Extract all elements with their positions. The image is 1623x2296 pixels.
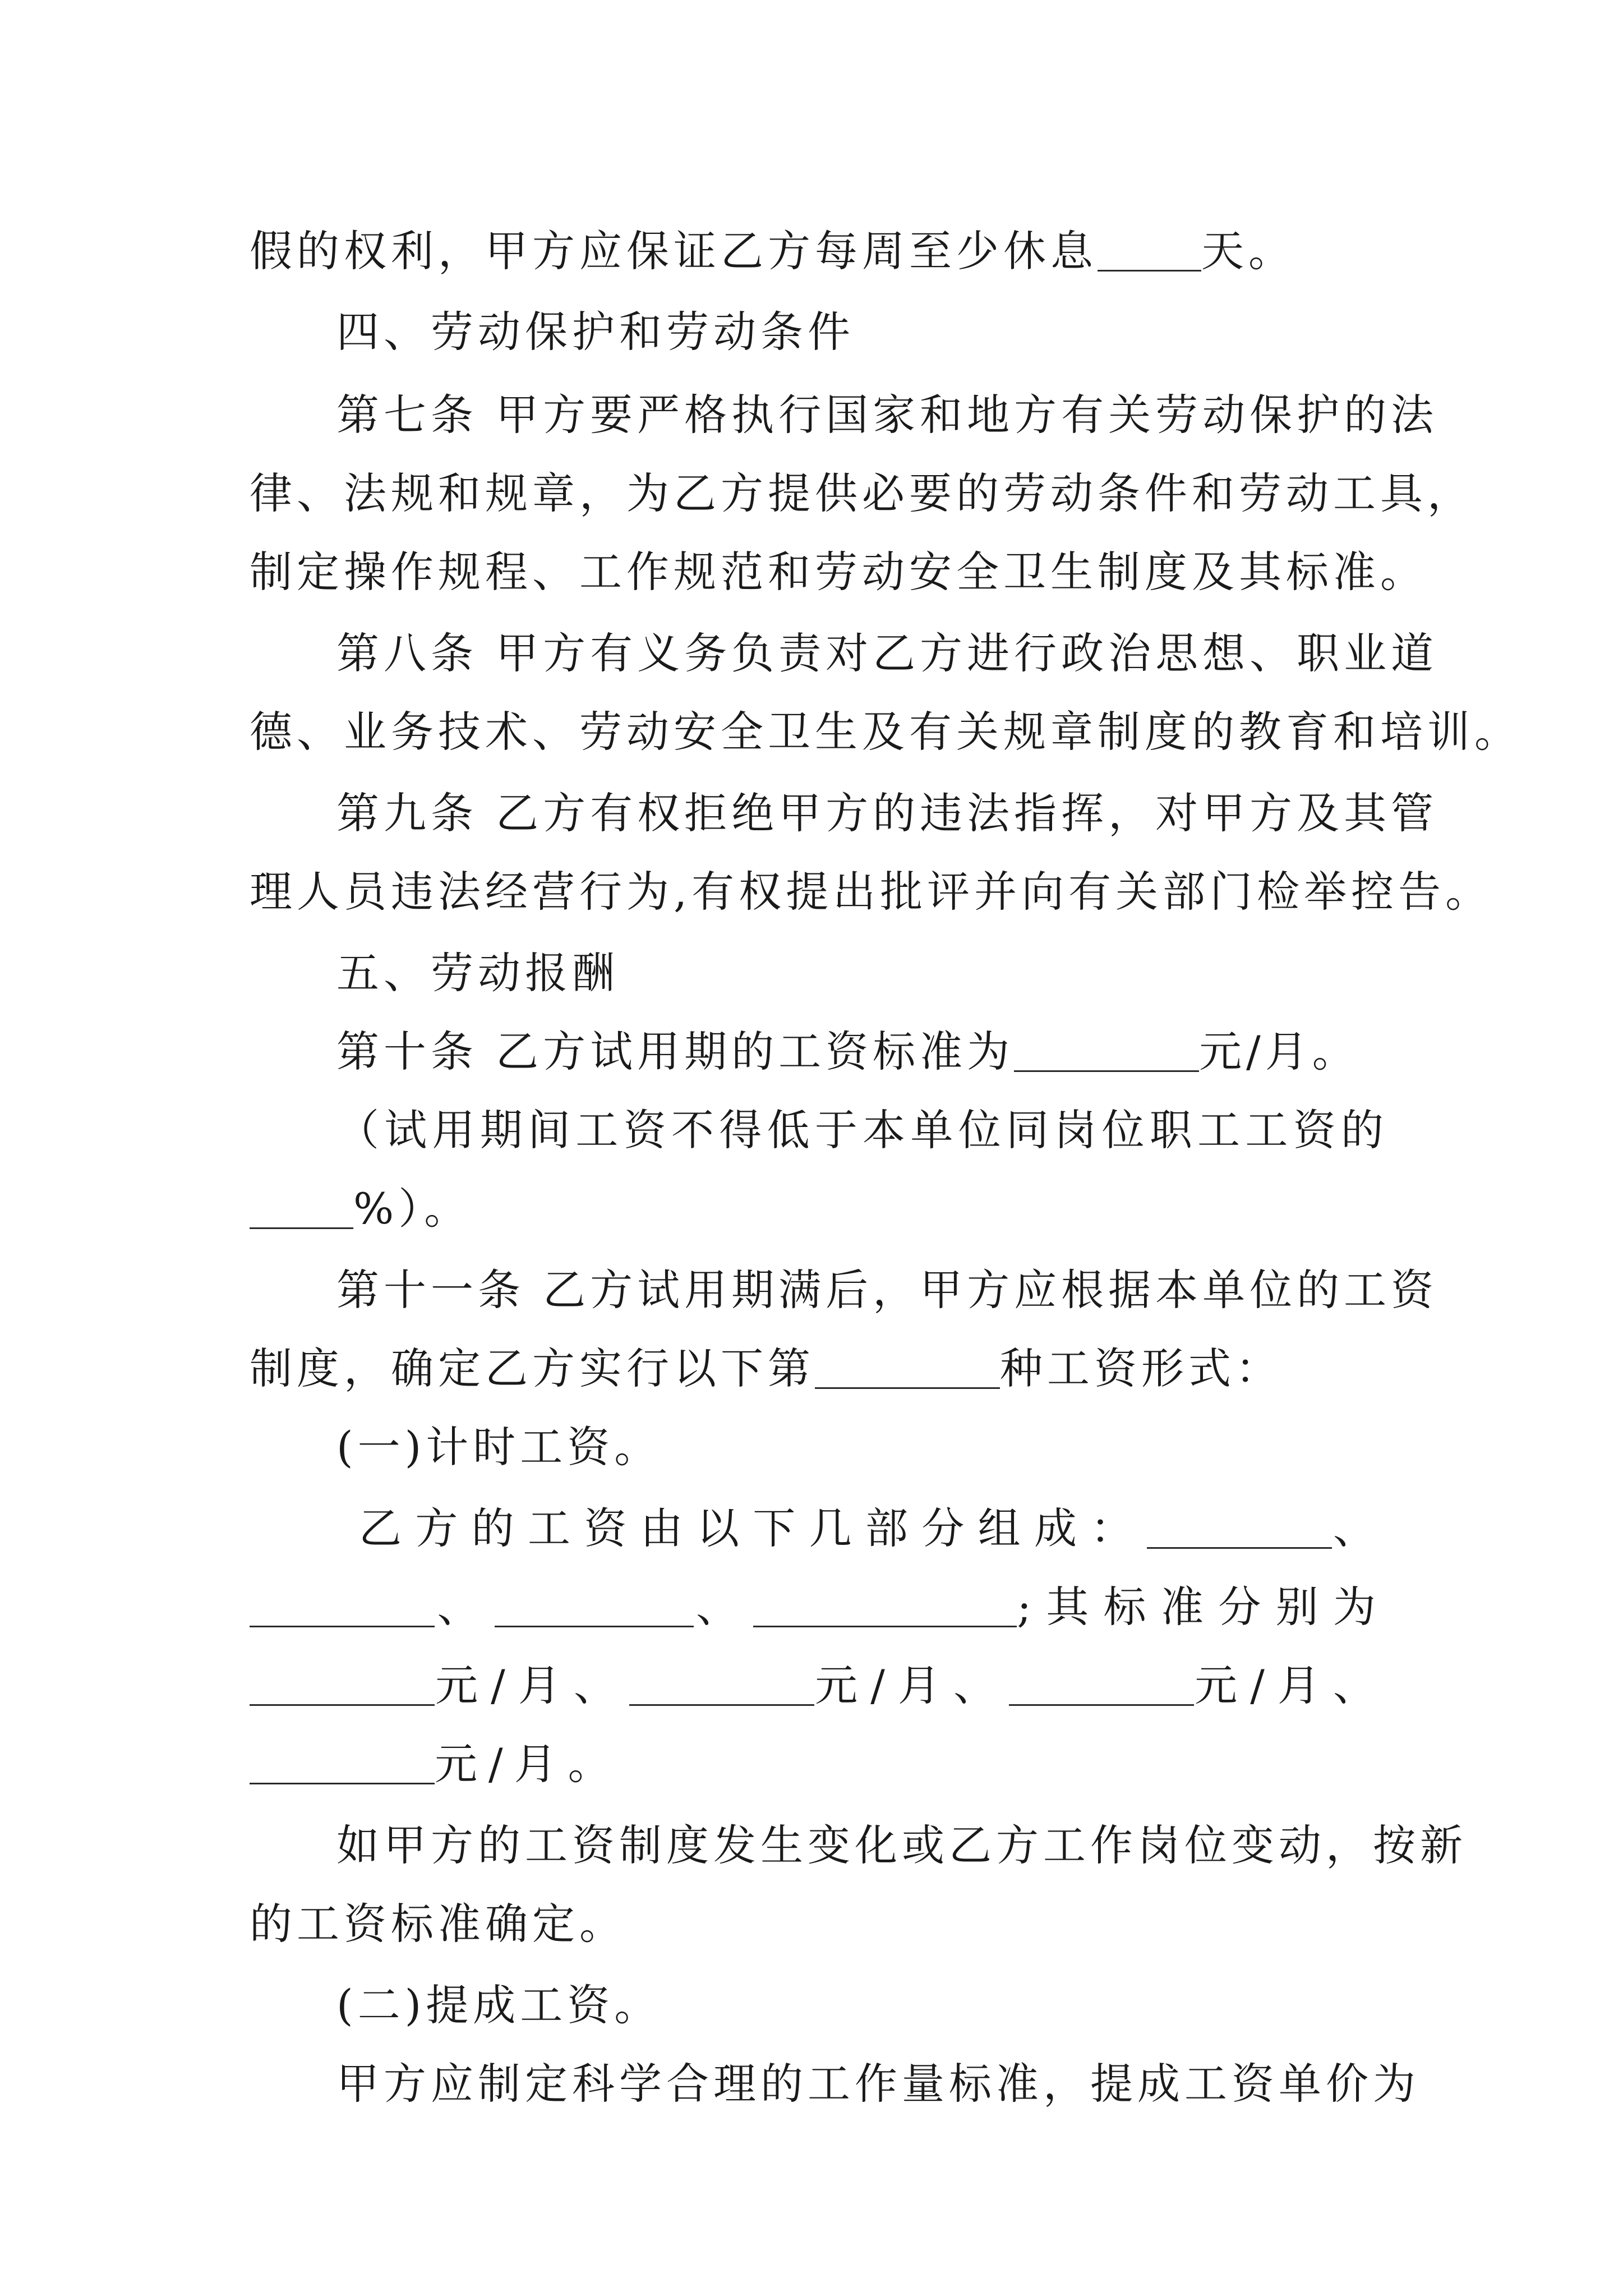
blank-standard-3[interactable]	[1009, 1662, 1194, 1706]
article-7-line-1: 第七条 甲方要严格执行国家和地方有关劳动保护的法	[336, 390, 1438, 440]
blank-standard-2[interactable]	[629, 1662, 814, 1706]
article-10-line-1: 第十条 乙方试用期的工资标准为 元/月。	[336, 1027, 1359, 1076]
blank-standard-4[interactable]	[250, 1740, 435, 1784]
article-11-line-2: 制度，确定乙方实行以下第 种工资形式：	[250, 1343, 1283, 1393]
time-wage-line-1: 乙方的工资由以下几部分组成： 、	[359, 1503, 1389, 1553]
blank-wage-form[interactable]	[815, 1345, 1000, 1389]
article-8-line-1: 第八条 甲方有义务负责对乙方进行政治思想、职业道	[336, 628, 1438, 678]
wage-change-line-1: 如甲方的工资制度发生变化或乙方工作岗位变动，按新	[336, 1820, 1467, 1870]
article-11-line-1: 第十一条 乙方试用期满后，甲方应根据本单位的工资	[336, 1265, 1438, 1315]
subsection-time-wage: (一)计时工资。	[336, 1422, 662, 1472]
line-rest-days: 假的权利，甲方应保证乙方每周至少休息 天。	[250, 226, 1295, 276]
section-heading-labor-protection: 四、劳动保护和劳动条件	[336, 307, 855, 357]
time-wage-line-2: 、 、 ;其标准分别为	[250, 1579, 1388, 1635]
article-9-line-1: 第九条 乙方有权拒绝甲方的违法指挥，对甲方及其管	[336, 788, 1438, 838]
article-10-line-3: %）。	[250, 1181, 1388, 1237]
article-8-line-2: 德、业务技术、劳动安全卫生及有关规章制度的教育和培训。	[250, 707, 1521, 757]
blank-probation-percent[interactable]	[250, 1185, 353, 1229]
article-7-line-2: 律、法规和规章，为乙方提供必要的劳动条件和劳动工具，	[250, 468, 1474, 518]
subsection-commission-wage: (二)提成工资。	[336, 1980, 662, 2030]
blank-wage-component-3[interactable]	[495, 1583, 694, 1627]
blank-wage-component-4[interactable]	[753, 1583, 1017, 1627]
blank-standard-1[interactable]	[250, 1662, 435, 1706]
article-10-line-2: （试用期间工资不得低于本单位同岗位职工工资的	[336, 1105, 1388, 1155]
commission-wage-line-1: 甲方应制定科学合理的工作量标准，提成工资单价为	[336, 2059, 1420, 2109]
blank-wage-component-2[interactable]	[250, 1583, 435, 1627]
blank-probation-wage[interactable]	[1014, 1028, 1199, 1072]
article-7-line-3: 制定操作规程、工作规范和劳动安全卫生制度及其标准。	[250, 547, 1427, 597]
blank-wage-component-1[interactable]	[1147, 1504, 1332, 1549]
blank-rest-days[interactable]	[1098, 227, 1201, 272]
article-9-line-2: 理人员违法经营行为,有权提出批评并向有关部门检举控告。	[250, 867, 1493, 917]
wage-change-line-2: 的工资标准确定。	[250, 1899, 626, 1949]
time-wage-line-4: 元/月。	[250, 1736, 1388, 1792]
section-heading-remuneration: 五、劳动报酬	[336, 948, 619, 998]
time-wage-line-3: 元/月、 元/月、 元/月、	[250, 1658, 1388, 1714]
